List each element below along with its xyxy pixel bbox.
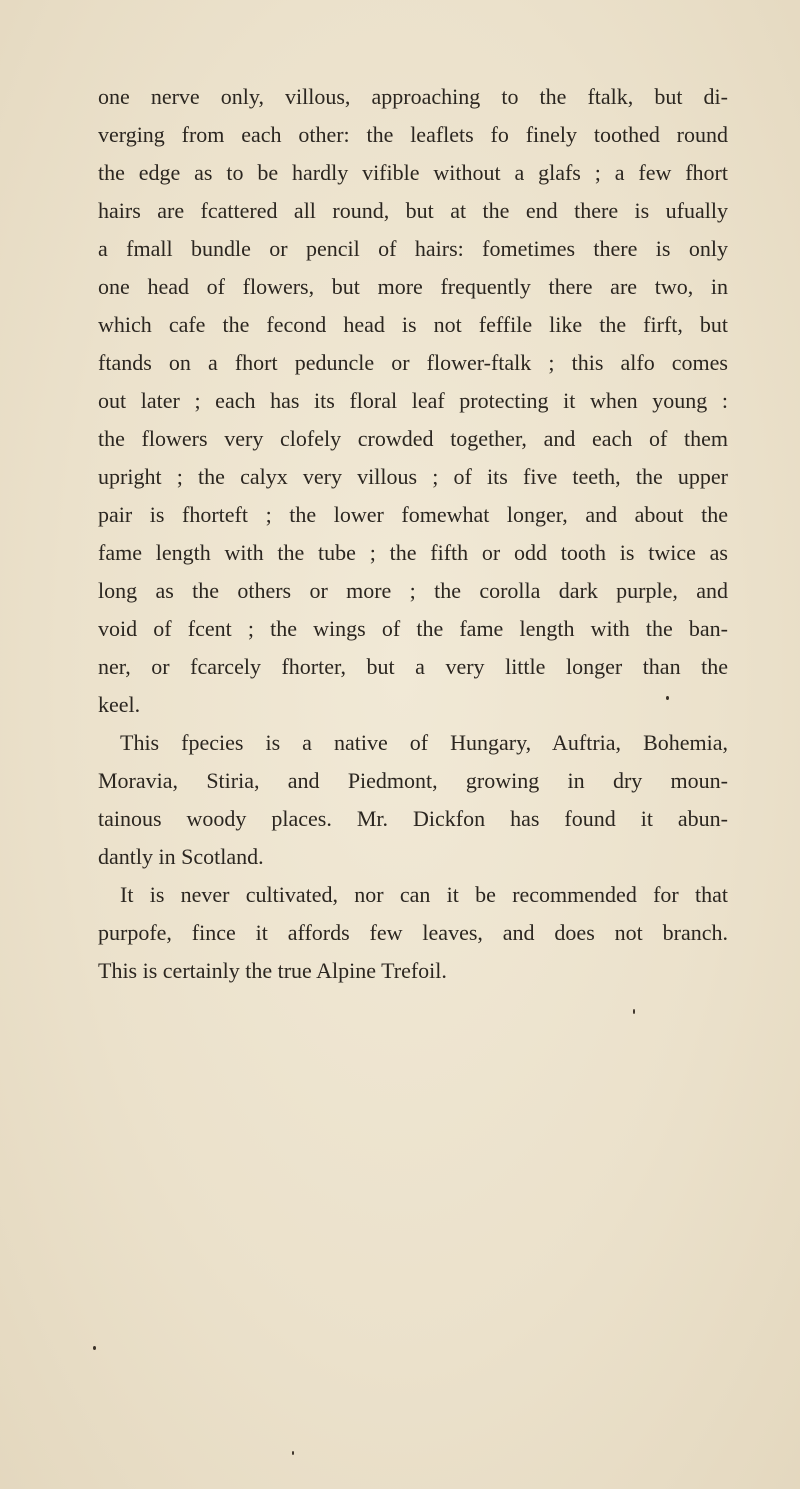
text-line-14: long as the others or more ; the corolla dark purple, and <box>98 578 728 603</box>
text-line-16: ner, or fcarcely fhorter, but a very little longer than the <box>98 654 728 679</box>
text-line-10: the flowers very clofely crowded together, and each of them <box>98 426 728 451</box>
text-line-24: This is certainly the true Alpine Trefoil. <box>98 958 447 983</box>
text-line-3: the edge as to be hardly vifible without a glafs ; a few fhort <box>98 160 728 185</box>
text-line-12: pair is fhorteft ; the lower fomewhat longer, and about the <box>98 502 728 527</box>
text-line-15: void of fcent ; the wings of the fame length with the ban- <box>98 616 728 641</box>
text-line-6: one head of flowers, but more frequently there are two, in <box>98 274 728 299</box>
paper-speck <box>93 1346 96 1350</box>
text-line-23: purpofe, fince it affords few leaves, and does not branch. <box>98 920 728 945</box>
text-line-20: tainous woody places. Mr. Dickfon has found it abun- <box>98 806 728 831</box>
text-line-13: fame length with the tube ; the fifth or odd tooth is twice as <box>98 540 728 565</box>
paper-speck <box>633 1009 635 1014</box>
text-line-1: one nerve only, villous, approaching to the ftalk, but di- <box>98 84 728 109</box>
text-line-7: which cafe the fecond head is not feffile like the firft, but <box>98 312 728 337</box>
text-line-21: dantly in Scotland. <box>98 844 264 869</box>
paper-speck <box>292 1451 294 1455</box>
text-line-5: a fmall bundle or pencil of hairs: fometimes there is only <box>98 236 728 261</box>
text-line-8: ftands on a fhort peduncle or flower-ftalk ; this alfo comes <box>98 350 728 375</box>
text-line-17: keel. <box>98 692 141 717</box>
text-line-18: This fpecies is a native of Hungary, Auftria, Bohemia, <box>120 730 728 755</box>
text-line-19: Moravia, Stiria, and Piedmont, growing in dry moun- <box>98 768 728 793</box>
text-line-9: out later ; each has its floral leaf protecting it when young : <box>98 388 728 413</box>
paper-speck <box>666 696 669 700</box>
text-line-4: hairs are fcattered all round, but at the end there is ufually <box>98 198 728 223</box>
text-line-11: upright ; the calyx very villous ; of its five teeth, the upper <box>98 464 728 489</box>
text-line-22: It is never cultivated, nor can it be recommended for that <box>120 882 728 907</box>
text-line-2: verging from each other: the leaflets fo finely toothed round <box>98 122 728 147</box>
